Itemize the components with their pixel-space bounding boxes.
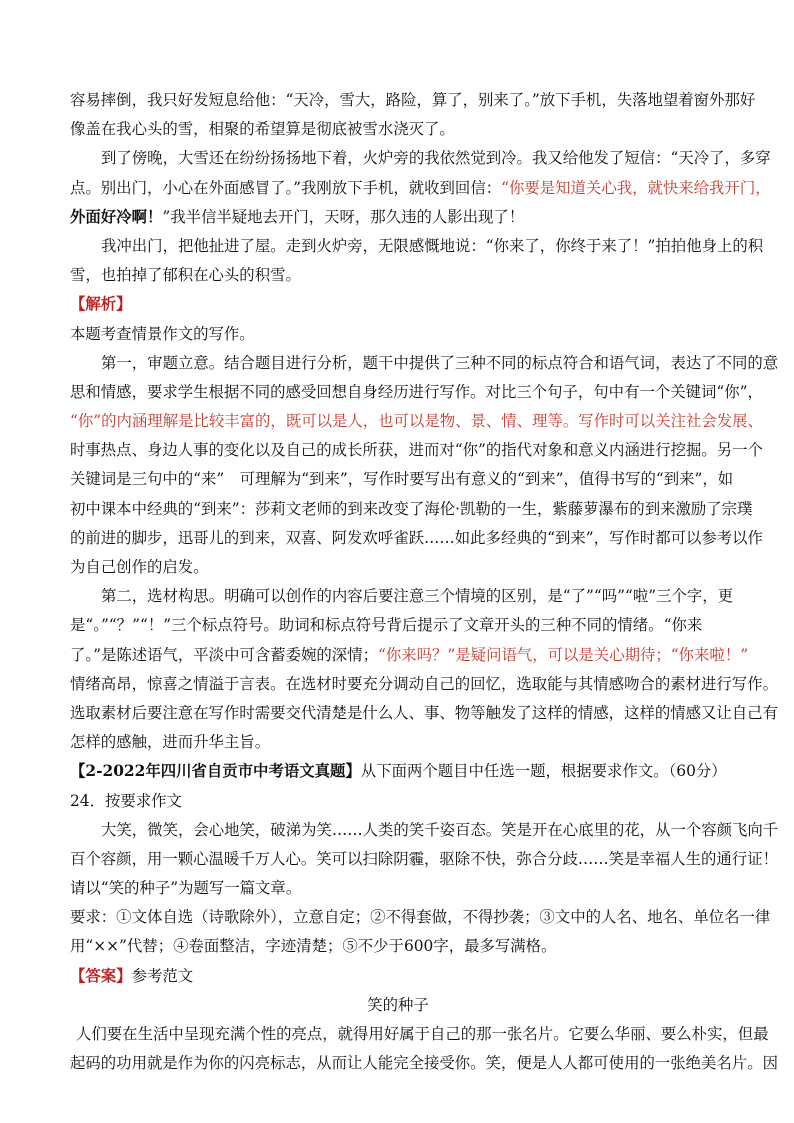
analysis-tag: 【解析】 [70, 295, 132, 314]
story-line [70, 203, 726, 232]
story-text-bold: 外面好冷啊！ [70, 207, 163, 226]
essay-line: 人们要在生活中呈现充满个性的亮点，就得用好属于自己的那一张名片。它要么华丽、要么朴实，但最 [76, 1025, 769, 1043]
story-line: 到了傍晚，大雪还在纷纷扬扬地下着，火炉旁的我依然觉到冷。我又给他发了短信：“天冷了，多穿 [101, 149, 771, 168]
question-number: 24．按要求作文 [70, 791, 182, 810]
analysis-line: 怎样的感触，进而升华主旨。 [70, 733, 271, 752]
story-text: 点。别出门，小心在外面感冒了。”我刚放下手机，就收到回信： [70, 178, 502, 197]
analysis-line: 第二，选材构思。明确可以创作的内容后要注意三个情境的区别，是“了”“吗”“啦”三个字，更 [101, 587, 734, 606]
analysis-text: 了。”是陈述语气，平淡中可含蓄委婉的深情； [70, 645, 378, 664]
answer-header [70, 962, 726, 991]
analysis-line: 初中课本中经典的“到来”：莎莉文老师的到来改变了海伦·凯勒的一生，紫藤萝瀑布的到来激励了宗璞 [70, 499, 753, 518]
document-page [70, 86, 779, 1078]
question-header [70, 757, 726, 786]
red-quote: “你来啦！” [670, 645, 749, 664]
requirements-line: 要求：①文体自选（诗歌除外），立意自定；②不得套做，不得抄袭；③文中的人名、地名、单位名一律 [70, 908, 771, 927]
analysis-line: 第一，审题立意。结合题目进行分析，题干中提供了三种不同的标点符合和语气词，表达了不同的意 [101, 353, 779, 372]
question-instruction: 从下面两个题目中任选一题，根据要求作文。（60分） [360, 762, 727, 781]
essay-title: 笑的种子 [367, 995, 429, 1014]
analysis-line-red: “你”的内涵理解是比较丰富的，既可以是人，也可以是物、景、情、理等。写作时可以关注社会发展、 [70, 412, 763, 431]
analysis-line: 是“。”“？”“！”三个标点符号。助词和标点符号背后提示了文章开头的三种不同的情绪。“你来 [70, 616, 703, 635]
prompt-line: 大笑，微笑，会心地笑，破涕为笑……人类的笑千姿百态。笑是开在心底里的花，从一个容颜飞向千 [101, 820, 779, 839]
analysis-line: 的前进的脚步，迅哥儿的到来，双喜、阿发欢呼雀跃……如此多经典的“到来”，写作时都可以参考以作 [70, 528, 763, 547]
story-line: 容易摔倒，我只好发短息给他：“天冷，雪大，路险，算了，别来了。”放下手机，失落地望着窗外那好 [70, 91, 756, 109]
answer-label: 参考范文 [131, 966, 194, 985]
story-text: ”我半信半疑地去开门，天呀，那久违的人影出现了！ [162, 207, 525, 226]
analysis-line: 为自己创作的启发。 [70, 558, 209, 576]
red-quote: “你要是知道关心我，就快来给我开门， [501, 178, 771, 197]
analysis-line: 时事热点、身边人事的变化以及自己的成长所获，进而对“你”的指代对象和意义内涵进行挖掘。另一个 [70, 441, 763, 460]
story-line: 我冲出门，把他扯进了屋。走到火炉旁，无限感慨地说：“你来了，你终于来了！”拍拍他身上的积 [101, 236, 764, 255]
answer-tag: 【答案】 [70, 966, 132, 985]
analysis-line: 选取素材后要注意在写作时需要交代清楚是什么人、事、物等触发了这样的情感，这样的情感又让自己有 [70, 703, 778, 722]
analysis-line: 情绪高昂，惊喜之情溢于言表。在选材时要充分调动自己的回忆，选取能与其情感吻合的素材进行写作。 [70, 674, 778, 693]
red-quote: “你来吗？”是疑问语气，可以是关心期待； [377, 645, 671, 664]
prompt-line: 请以“笑的种子”为题写一篇文章。 [70, 879, 302, 898]
story-line: 像盖在我心头的雪，相聚的希望算是彻底被雪水浇灭了。 [70, 120, 455, 139]
story-line: 雪，也拍掉了郁积在心头的积雪。 [70, 266, 301, 285]
analysis-line [70, 641, 749, 670]
analysis-line: 思和情感，要求学生根据不同的感受回想自身经历进行写作。对比三个句子，句中有一个关键词“你”， [70, 382, 763, 401]
prompt-line: 百个容颜，用一颗心温暖千万人心。笑可以扫除阴霾，驱除不快，弥合分歧……笑是幸福人生的通行证！ [70, 849, 778, 868]
essay-line: 起码的功用就是作为你的闪亮标志，从而让人能完全接受你。笑，便是人人都可使用的一张绝美名片。因 [70, 1054, 778, 1073]
story-line [70, 174, 771, 203]
analysis-line: 关键词是三句中的“来” 可理解为“到来”，写作时要写出有意义的“到来”，值得书写的“到来”，如 [70, 470, 734, 489]
question-source-tag: 【2-2022年四川省自贡市中考语文真题】 [70, 762, 361, 781]
analysis-intro: 本题考查情景作文的写作。 [70, 324, 255, 343]
requirements-line: 用“××”代替；④卷面整洁，字迹清楚；⑤不少于600字，最多写满格。 [70, 937, 557, 956]
